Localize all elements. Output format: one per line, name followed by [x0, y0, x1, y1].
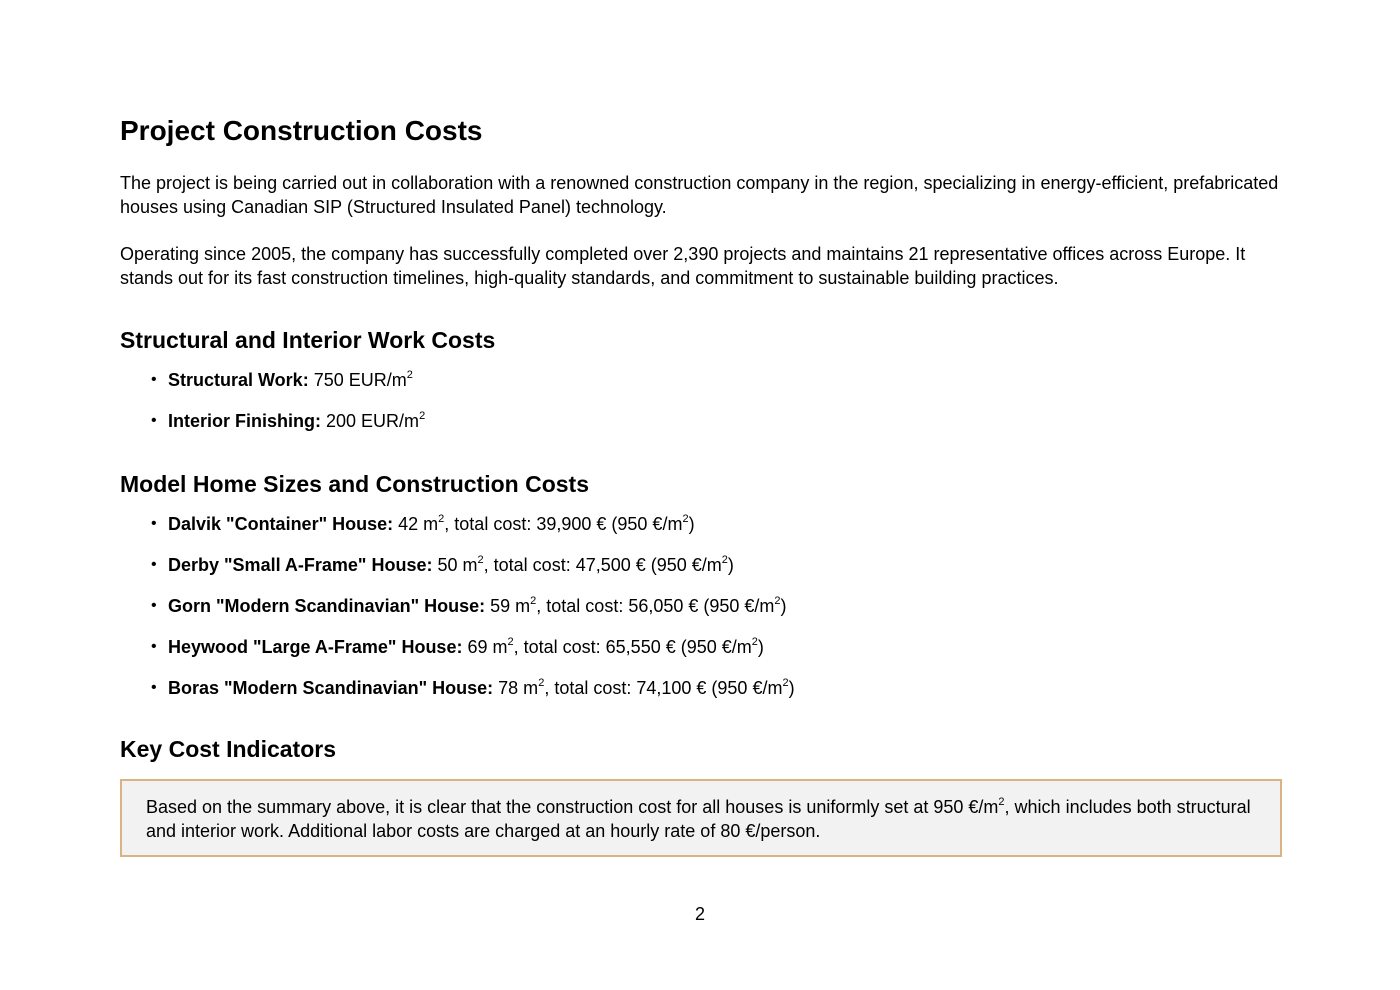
item-area: 42 m	[398, 514, 439, 534]
list-item	[120, 409, 425, 450]
superscript: 2	[477, 554, 484, 566]
section-heading-key-indicators: Key Cost Indicators	[120, 736, 336, 762]
item-label: Structural Work:	[168, 370, 309, 390]
item-total: , total cost: 47,500 € (950 €/m	[483, 555, 722, 575]
list-item	[120, 512, 795, 553]
superscript: 2	[682, 513, 689, 525]
item-label: Heywood "Large A-Frame" House:	[168, 637, 463, 657]
item-total: , total cost: 65,550 € (950 €/m	[513, 637, 752, 657]
list-item	[120, 368, 425, 409]
bullet-icon: •	[151, 371, 157, 388]
list-item	[120, 676, 795, 717]
page-title: Project Construction Costs	[120, 115, 483, 146]
item-area: 59 m	[490, 596, 531, 616]
item-close: )	[688, 514, 695, 534]
bullet-icon: •	[151, 597, 157, 614]
superscript: 2	[782, 677, 789, 689]
item-close: )	[727, 555, 734, 575]
superscript: 2	[751, 636, 758, 648]
list-item	[120, 553, 795, 594]
item-label: Interior Finishing:	[168, 411, 321, 431]
model-home-list	[120, 512, 795, 717]
callout-text-start: Based on the summary above, it is clear that the construction cost for all houses is uniformly set at 950 €/m	[146, 797, 999, 817]
item-total: , total cost: 56,050 € (950 €/m	[536, 596, 775, 616]
item-area: 78 m	[498, 678, 539, 698]
superscript: 2	[438, 513, 445, 525]
item-label: Boras "Modern Scandinavian" House:	[168, 678, 494, 698]
structural-cost-list	[120, 368, 425, 450]
bullet-icon: •	[151, 679, 157, 696]
item-label: Dalvik "Container" House:	[168, 514, 394, 534]
superscript: 2	[530, 595, 537, 607]
key-indicator-callout	[120, 779, 1282, 857]
bullet-icon: •	[151, 412, 157, 429]
list-item	[120, 594, 795, 635]
item-label: Derby "Small A-Frame" House:	[168, 555, 433, 575]
item-close: )	[780, 596, 787, 616]
superscript: 2	[507, 636, 514, 648]
item-area: 69 m	[467, 637, 508, 657]
intro-paragraph-1: The project is being carried out in collaboration with a renowned construction company in the region, specializing in energy-efficient, prefabricated houses using Canadian SIP (Structured Insulated Panel) technology.	[120, 173, 1279, 217]
item-value: 750 EUR/m	[313, 370, 407, 390]
page-number: 2	[694, 904, 705, 924]
item-total: , total cost: 39,900 € (950 €/m	[444, 514, 683, 534]
superscript: 2	[721, 554, 728, 566]
item-total: , total cost: 74,100 € (950 €/m	[544, 678, 783, 698]
superscript: 2	[538, 677, 545, 689]
item-label: Gorn "Modern Scandinavian" House:	[168, 596, 486, 616]
superscript: 2	[998, 796, 1005, 808]
bullet-icon: •	[151, 515, 157, 532]
superscript: 2	[774, 595, 781, 607]
list-item	[120, 635, 795, 676]
item-close: )	[788, 678, 795, 698]
section-heading-structural: Structural and Interior Work Costs	[120, 327, 496, 353]
item-value: 200 EUR/m	[326, 411, 420, 431]
superscript: 2	[406, 369, 413, 381]
intro-paragraph-2: Operating since 2005, the company has successfully completed over 2,390 projects and maintains 21 representative offices across Europe. It stands out for its fast construction timelines, high-quality standards, and commitment to sustainable building practices.	[120, 244, 1246, 288]
bullet-icon: •	[151, 638, 157, 655]
item-close: )	[757, 637, 764, 657]
item-area: 50 m	[437, 555, 478, 575]
section-heading-models: Model Home Sizes and Construction Costs	[120, 471, 589, 497]
callout-text	[146, 795, 1256, 843]
bullet-icon: •	[151, 556, 157, 573]
callout-text-end: , which includes both structural and interior work. Additional labor costs are charged at an hourly rate of 80 €/person.	[146, 797, 1251, 841]
superscript: 2	[419, 410, 426, 422]
